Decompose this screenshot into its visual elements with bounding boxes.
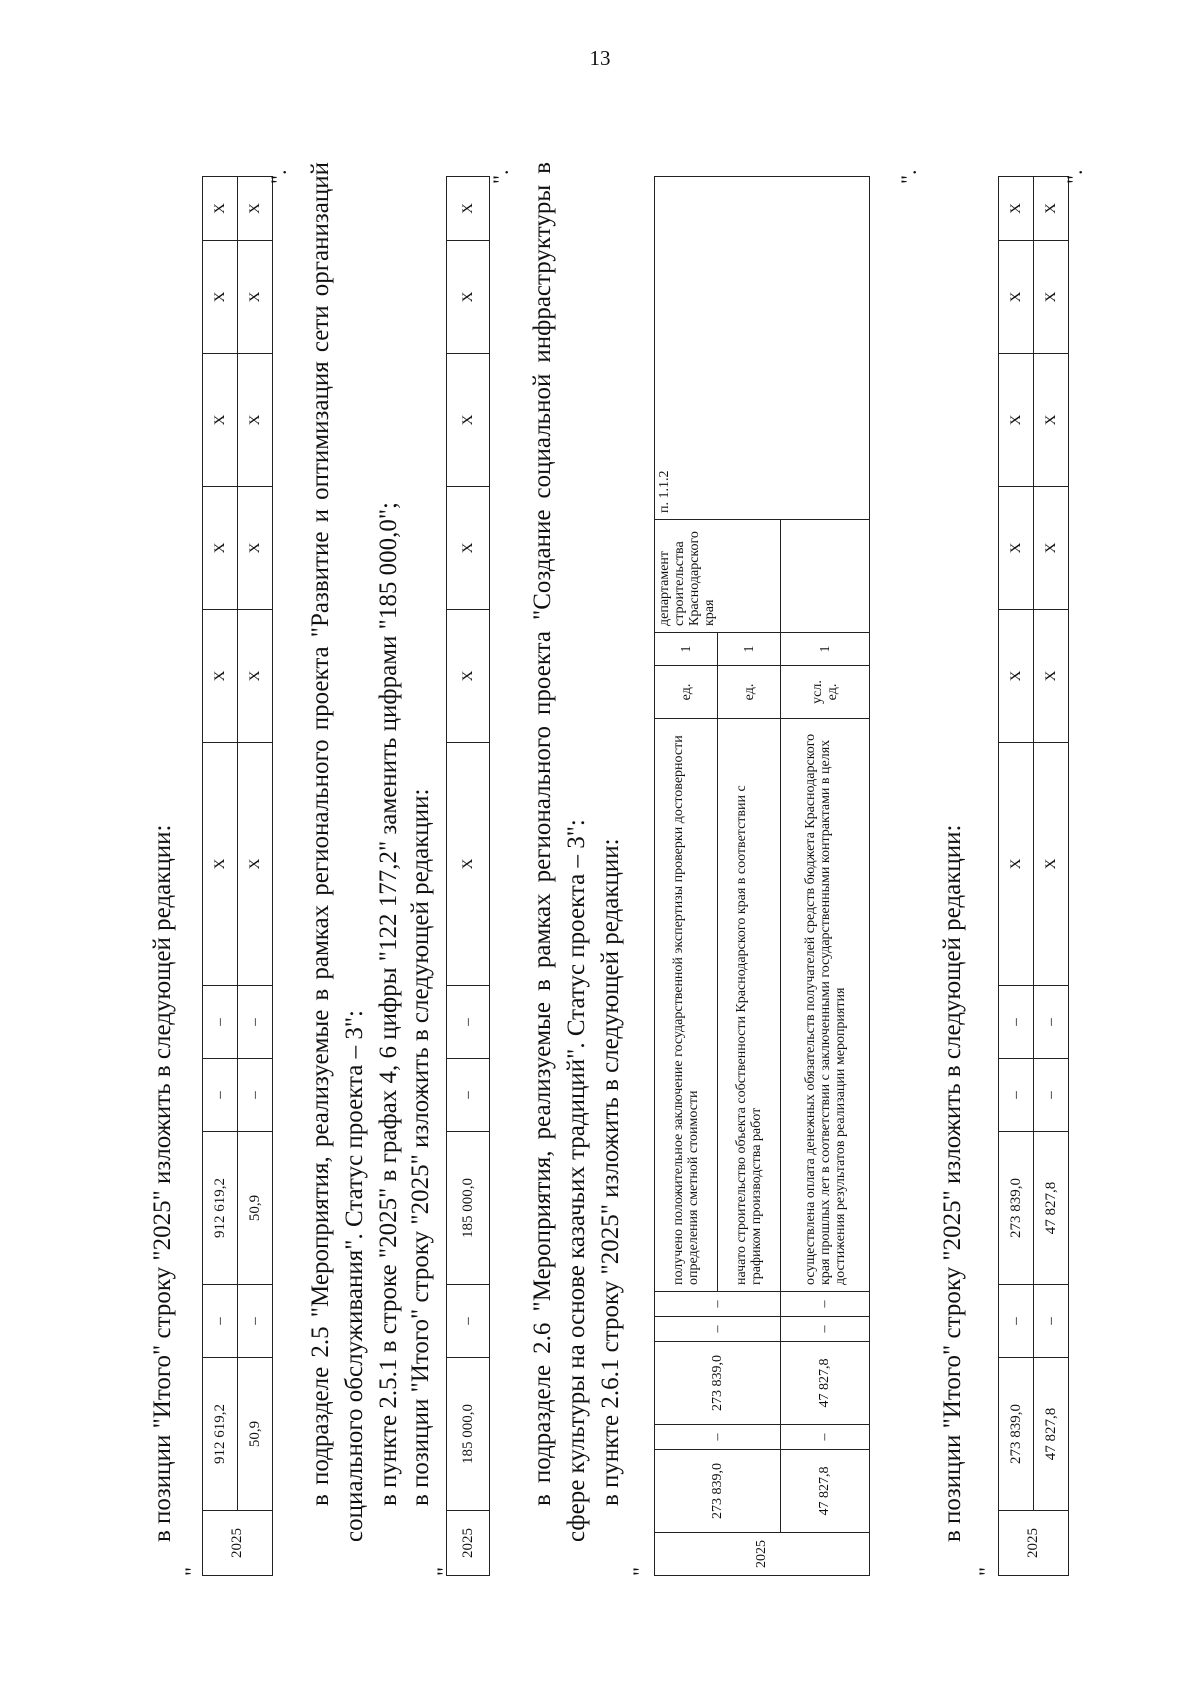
section-2-5-paragraph: в подразделе 2.5 "Мероприятия, реализуемые в рамках регионального проекта "Развитие и оптимизация сети организаций социального обслуживания". Статус проекта – 3":: [307, 162, 368, 1542]
table-cell: 185 000,0: [447, 1358, 490, 1511]
table-cell: 185 000,0: [447, 1132, 490, 1285]
table-cell: X: [1034, 241, 1069, 354]
table-cell: X: [999, 743, 1034, 986]
table-cell: X: [203, 487, 238, 610]
table-cell: X: [1034, 610, 1069, 743]
quote-open-1: ": [180, 1567, 205, 1576]
table-cell: 912 619,2: [203, 1358, 238, 1511]
table-cell: X: [1034, 743, 1069, 986]
table-cell: –: [447, 1059, 490, 1132]
table-cell: –: [1034, 986, 1069, 1059]
table-cell: 47 827,8: [1034, 1358, 1069, 1511]
point-2-5-1-paragraph: в пункте 2.5.1 в строке "2025" в графах 4, 6 цифры "122 177,2" заменить цифрами "185 000,0";: [375, 501, 402, 1506]
result-unit: ед.: [655, 666, 718, 719]
table-cell: 50,9: [238, 1132, 273, 1285]
intro-paragraph-3: в позиции "Итого" строку "2025" изложить в следующей редакции:: [939, 824, 966, 1542]
table-cell: –: [203, 986, 238, 1059]
page-number: 13: [589, 46, 611, 70]
table-cell: X: [447, 743, 490, 986]
table-cell: X: [203, 610, 238, 743]
quote-open-2: ": [432, 1567, 457, 1576]
table-cell: X: [1034, 354, 1069, 487]
quote-open-3: ": [628, 1567, 653, 1576]
quote-close-3: ".: [896, 169, 921, 184]
table-cell: X: [999, 241, 1034, 354]
table-cell: 47 827,8: [1034, 1132, 1069, 1285]
year-cell: 2025: [203, 1511, 273, 1576]
table-cell: 273 839,0: [655, 1450, 781, 1533]
table-row: [238, 177, 273, 1576]
point-2-6-1-paragraph: в пункте 2.6.1 строку "2025" изложить в следующей редакции:: [597, 838, 624, 1506]
table-cell: X: [203, 743, 238, 986]
table-cell: 273 839,0: [999, 1132, 1034, 1285]
table-cell: X: [447, 241, 490, 354]
intro-paragraph-2: в позиции "Итого" строку "2025" изложить в следующей редакции:: [407, 788, 434, 1506]
table-cell: [781, 520, 870, 633]
result-value: 1: [781, 633, 870, 666]
table-cell: –: [447, 1285, 490, 1358]
table-row: [447, 177, 490, 1576]
result-text: получено положительное заключение государственной экспертизы проверки достоверности определения сметной стоимости: [655, 719, 718, 1292]
year-cell: 2025: [447, 1511, 490, 1576]
table-cell: 47 827,8: [781, 1342, 870, 1425]
quote-close-2: ".: [488, 169, 513, 184]
table-row: [999, 177, 1034, 1576]
total-table-3: [998, 176, 1069, 1576]
table-cell: 273 839,0: [655, 1342, 781, 1425]
point-2-6-1-table: [654, 176, 870, 1576]
table-cell: X: [999, 177, 1034, 241]
table-cell: –: [781, 1425, 870, 1450]
table-cell: 50,9: [238, 1358, 273, 1511]
executor-cell: департамент строительства Краснодарского края: [655, 520, 781, 633]
table-cell: X: [238, 241, 273, 354]
table-cell: X: [1034, 177, 1069, 241]
result-text: осуществлена оплата денежных обязательств получателей средств бюджета Краснодарского края прошлых лет в соответствии с заключенными государственными контрактами в целях достижения результатов реализации мероприятия: [781, 719, 870, 1292]
total-table-1: [202, 176, 273, 1576]
result-unit: ед.: [718, 666, 781, 719]
result-unit: усл. ед.: [781, 666, 870, 719]
table-cell: X: [238, 487, 273, 610]
table-cell: X: [203, 241, 238, 354]
table-cell: –: [655, 1292, 781, 1317]
table-cell: –: [238, 986, 273, 1059]
table-row: [203, 177, 238, 1576]
table-cell: X: [203, 177, 238, 241]
table-row: [655, 177, 718, 1576]
quote-close-1: ".: [266, 169, 291, 184]
table-cell: X: [238, 610, 273, 743]
point-cell: п. 1.1.2: [655, 177, 870, 520]
table-cell: X: [999, 487, 1034, 610]
table-cell: –: [1034, 1059, 1069, 1132]
table-cell: 47 827,8: [781, 1450, 870, 1533]
quote-open-4: ": [974, 1567, 999, 1576]
table-cell: –: [203, 1059, 238, 1132]
table-cell: –: [999, 1285, 1034, 1358]
result-value: 1: [718, 633, 781, 666]
table-cell: X: [1034, 487, 1069, 610]
rotated-content: [149, 114, 1176, 1604]
table-cell: X: [447, 610, 490, 743]
table-cell: –: [999, 1059, 1034, 1132]
table-row: [1034, 177, 1069, 1576]
result-text: начато строительство объекта собственности Краснодарского края в соответствии с графиком производства работ: [718, 719, 781, 1292]
year-cell: 2025: [999, 1511, 1069, 1576]
year-cell: 2025: [655, 1533, 870, 1576]
table-cell: –: [999, 986, 1034, 1059]
total-table-2: [446, 176, 490, 1576]
table-cell: –: [1034, 1285, 1069, 1358]
table-cell: –: [203, 1285, 238, 1358]
table-cell: X: [203, 354, 238, 487]
table-cell: –: [781, 1292, 870, 1317]
table-cell: X: [238, 743, 273, 986]
table-cell: X: [999, 354, 1034, 487]
table-cell: X: [447, 354, 490, 487]
table-cell: 273 839,0: [999, 1358, 1034, 1511]
table-cell: X: [447, 177, 490, 241]
table-cell: X: [238, 177, 273, 241]
table-cell: –: [655, 1425, 781, 1450]
table-cell: –: [655, 1317, 781, 1342]
table-cell: –: [781, 1317, 870, 1342]
result-value: 1: [655, 633, 718, 666]
table-cell: X: [447, 487, 490, 610]
table-cell: –: [238, 1059, 273, 1132]
intro-paragraph-1: в позиции "Итого" строку "2025" изложить в следующей редакции:: [149, 824, 176, 1542]
table-cell: –: [238, 1285, 273, 1358]
quote-close-4: ".: [1062, 169, 1087, 184]
section-2-6-paragraph: в подразделе 2.6 "Мероприятия, реализуемые в рамках регионального проекта "Создание социальной инфраструктуры в сфере культуры на основе казачьих традиций". Статус проекта – 3":: [529, 162, 590, 1542]
table-cell: 912 619,2: [203, 1132, 238, 1285]
table-cell: X: [238, 354, 273, 487]
table-cell: –: [447, 986, 490, 1059]
table-cell: X: [999, 610, 1034, 743]
